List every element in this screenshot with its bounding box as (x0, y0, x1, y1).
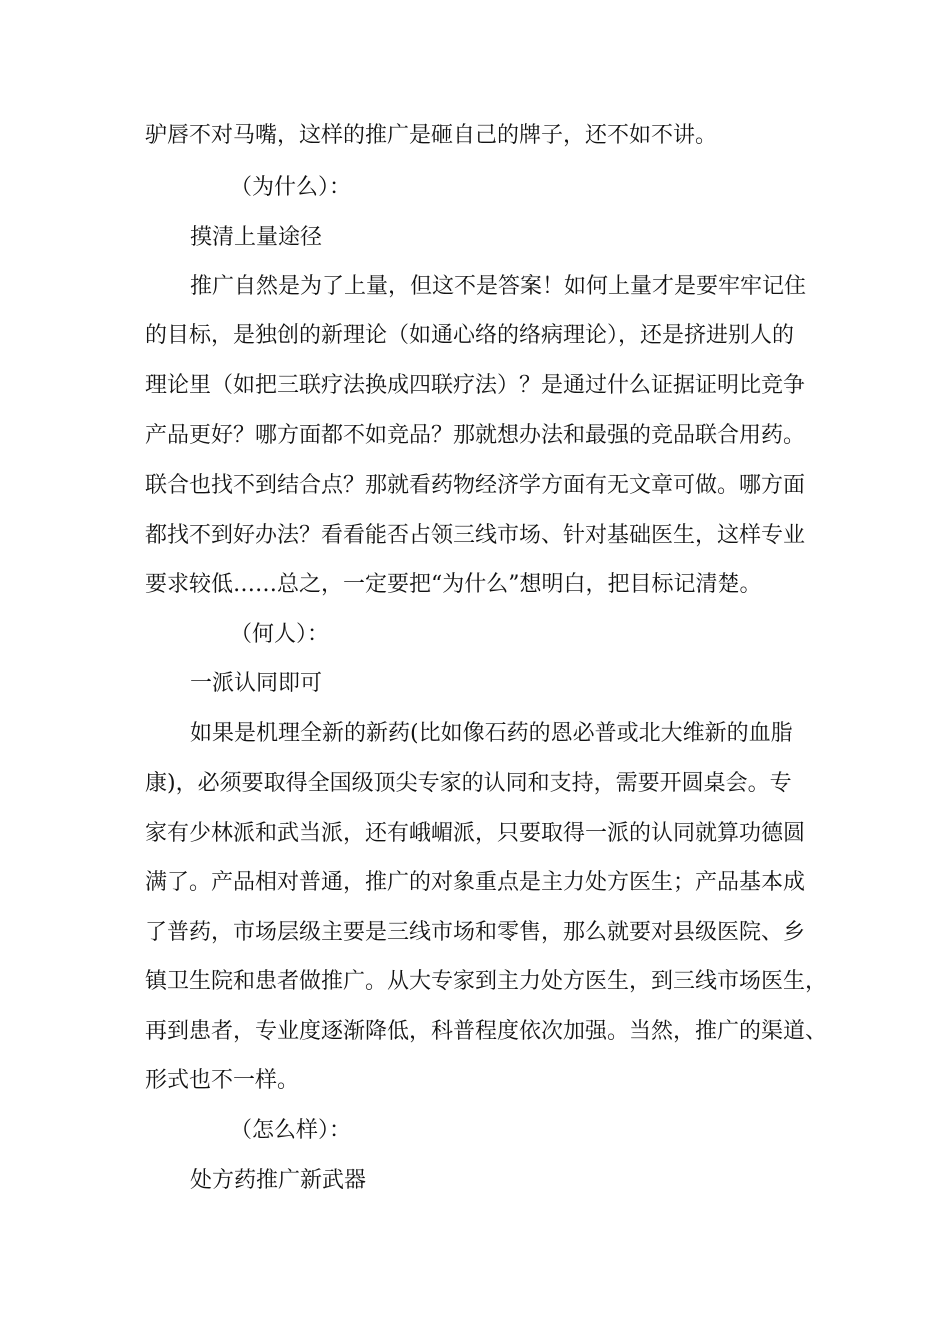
paragraph-line: 都找不到好办法？看看能否占领三线市场、针对基础医生，这样专业 (145, 523, 806, 548)
paragraph-line: 满了。产品相对普通，推广的对象重点是主力处方医生；产品基本成 (145, 870, 806, 895)
paragraph-line: 康)，必须要取得全国级顶尖专家的认同和支持，需要开圆桌会。专 (145, 771, 792, 796)
paragraph-line: 驴唇不对马嘴，这样的推广是砸自己的牌子，还不如不讲。 (145, 123, 718, 148)
paragraph-line: 如果是机理全新的新药(比如像石药的恩必普或北大维新的血脂 (190, 721, 793, 746)
section-title: 摸清上量途径 (190, 225, 323, 250)
paragraph-line: 了普药，市场层级主要是三线市场和零售，那么就要对县级医院、乡 (145, 920, 806, 945)
question-heading-who: （何人）： (230, 622, 330, 647)
paragraph-line: 要求较低……总之，一定要把“为什么”想明白，把目标记清楚。 (145, 572, 762, 597)
section-title: 处方药推广新武器 (190, 1168, 367, 1193)
paragraph-line: 再到患者，专业度逐渐降低，科普程度依次加强。当然，推广的渠道、 (145, 1019, 828, 1044)
question-heading-why: （为什么）： (230, 175, 352, 200)
paragraph-line: 镇卫生院和患者做推广。从大专家到主力处方医生，到三线市场医生， (145, 969, 828, 994)
paragraph-line: 产品更好？哪方面都不如竞品？那就想办法和最强的竞品联合用药。 (145, 423, 806, 448)
paragraph-line: 形式也不一样。 (145, 1068, 300, 1093)
question-heading-how: （怎么样）： (230, 1118, 352, 1143)
paragraph-line: 的目标，是独创的新理论（如通心络的络病理论），还是挤进别人的 (145, 323, 795, 348)
section-title: 一派认同即可 (190, 671, 323, 696)
paragraph-line: 联合也找不到结合点？那就看药物经济学方面有无文章可做。哪方面 (145, 473, 806, 498)
paragraph-line: 推广自然是为了上量，但这不是答案！如何上量才是要牢牢记住 (190, 274, 807, 299)
paragraph-line: 家有少林派和武当派，还有峨嵋派，只要取得一派的认同就算功德圆 (145, 821, 806, 846)
paragraph-line: 理论里（如把三联疗法换成四联疗法）？是通过什么证据证明比竞争 (145, 373, 806, 398)
